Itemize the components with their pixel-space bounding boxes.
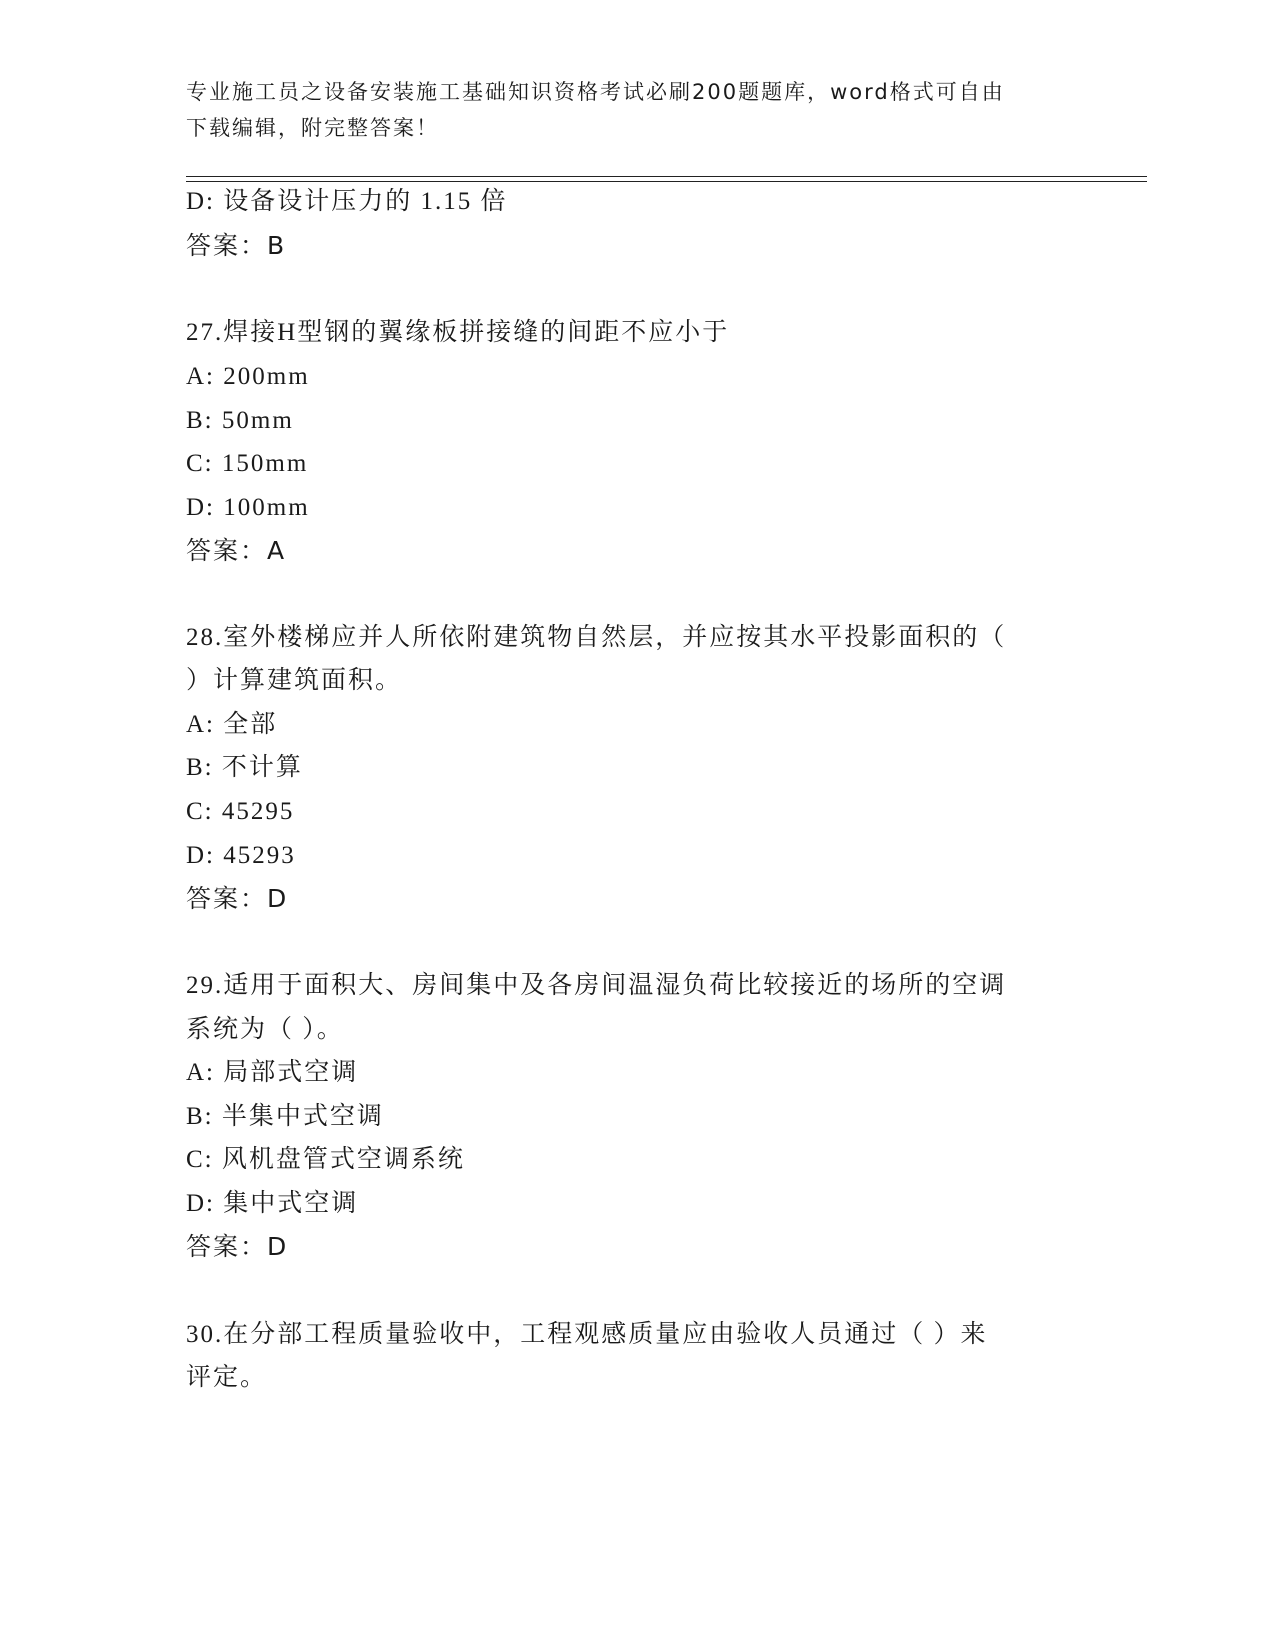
q28-stem-line-2: ）计算建筑面积。 bbox=[186, 667, 403, 694]
header-line-2: 下载编辑，附完整答案！ bbox=[186, 116, 439, 140]
q27-option-c: C: 150mm bbox=[186, 450, 309, 477]
q28-option-c: C: 45295 bbox=[186, 798, 295, 825]
q27-option-b: B: 50mm bbox=[186, 407, 294, 434]
q28-option-b: B: 不计算 bbox=[186, 754, 303, 781]
q29-stem-line-1: 29.适用于面积大、房间集中及各房间温湿负荷比较接近的场所的空调 bbox=[186, 972, 1007, 999]
q28-stem-line-1: 28.室外楼梯应并人所依附建筑物自然层，并应按其水平投影面积的（ bbox=[186, 624, 1007, 651]
q27-option-a: A: 200mm bbox=[186, 363, 310, 390]
q27-option-d: D: 100mm bbox=[186, 494, 310, 521]
q28-option-a: A: 全部 bbox=[186, 711, 278, 738]
document-header bbox=[186, 74, 1066, 146]
q27-answer: 答案：A bbox=[186, 536, 287, 565]
q29-option-b: B: 半集中式空调 bbox=[186, 1103, 384, 1130]
q28-answer: 答案：D bbox=[186, 884, 289, 913]
q29-option-d: D: 集中式空调 bbox=[186, 1190, 359, 1217]
prev-option-d: D: 设备设计压力的 1.15 倍 bbox=[186, 188, 508, 215]
header-divider-bottom bbox=[186, 181, 1147, 182]
q27-stem: 27.焊接H型钢的翼缘板拼接缝的间距不应小于 bbox=[186, 319, 730, 346]
q29-option-a: A: 局部式空调 bbox=[186, 1059, 359, 1086]
header-divider-top bbox=[186, 176, 1147, 177]
header-line-1: 专业施工员之设备安装施工基础知识资格考试必刷200题题库，word格式可自由 bbox=[186, 80, 1005, 104]
q29-option-c: C: 风机盘管式空调系统 bbox=[186, 1146, 465, 1173]
q30-stem-line-2: 评定。 bbox=[186, 1364, 268, 1391]
q30-stem-line-1: 30.在分部工程质量验收中，工程观感质量应由验收人员通过（ ）来 bbox=[186, 1321, 988, 1348]
q28-option-d: D: 45293 bbox=[186, 842, 296, 869]
q29-stem-line-2: 系统为（ ）。 bbox=[186, 1016, 344, 1043]
q29-answer: 答案：D bbox=[186, 1232, 289, 1261]
prev-answer: 答案：B bbox=[186, 231, 287, 260]
